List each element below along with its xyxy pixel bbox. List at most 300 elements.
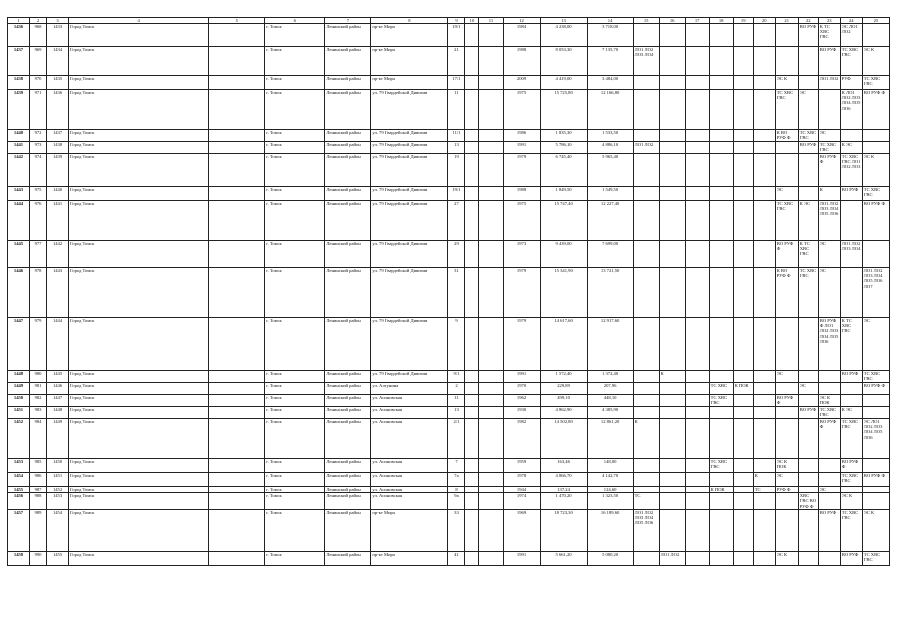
table-cell bbox=[709, 551, 733, 565]
table-cell: ул. Асиновская bbox=[371, 395, 448, 407]
table-cell: Ленинский район bbox=[325, 407, 371, 419]
table-cell bbox=[479, 473, 503, 487]
column-header: 24 bbox=[840, 18, 862, 24]
column-header: 2 bbox=[30, 18, 47, 24]
table-cell: ЭС ЛО1 ЛО2 bbox=[840, 24, 862, 47]
table-cell bbox=[798, 47, 818, 76]
table-cell: К bbox=[753, 473, 775, 487]
table-cell: Город Томск bbox=[69, 395, 209, 407]
table-cell: 984 bbox=[30, 419, 47, 459]
table-cell: 1979 bbox=[503, 318, 540, 371]
table-cell bbox=[633, 473, 659, 487]
table-cell: г. Томск bbox=[265, 142, 325, 154]
table-cell bbox=[733, 241, 753, 268]
table-cell: ЭС К bbox=[840, 493, 862, 510]
table-cell: 1986 bbox=[503, 130, 540, 142]
table-cell: 12 166,80 bbox=[587, 90, 633, 130]
table-cell: ул. 79 Гвардейской Дивизии bbox=[371, 90, 448, 130]
table-cell: 31 bbox=[448, 268, 465, 318]
table-cell bbox=[753, 268, 775, 318]
table-cell: ул. Асиновская bbox=[371, 493, 448, 510]
column-header: 6 bbox=[265, 18, 325, 24]
table-cell: г. Томск bbox=[265, 551, 325, 565]
table-cell: К ЛО1 ЛО2 ЛО3 ЛО4 ЛО5 ЛО6 bbox=[840, 90, 862, 130]
table-cell bbox=[862, 407, 889, 419]
table-cell bbox=[862, 241, 889, 268]
table-cell bbox=[753, 395, 775, 407]
table-cell: Город Томск bbox=[69, 371, 209, 383]
table-cell: ул. 79 Гвардейской Дивизии bbox=[371, 130, 448, 142]
table-cell: 1 849,50 bbox=[540, 187, 587, 201]
table-cell: 1447 bbox=[8, 318, 30, 371]
table-cell bbox=[479, 76, 503, 90]
table-cell: 15 747,40 bbox=[540, 201, 587, 241]
table-cell: 1975 bbox=[503, 201, 540, 241]
table-cell bbox=[633, 459, 659, 473]
table-cell: 1969 bbox=[503, 509, 540, 551]
table-cell: г. Томск bbox=[265, 383, 325, 395]
table-cell: ВО РУФ bbox=[840, 187, 862, 201]
table-cell bbox=[209, 395, 265, 407]
table-cell: Город Томск bbox=[69, 154, 209, 187]
table-cell: ТС ХВС ГВС bbox=[862, 76, 889, 90]
table-cell: 985 bbox=[30, 459, 47, 473]
table-cell bbox=[775, 407, 798, 419]
table-cell: 1 470,20 bbox=[540, 493, 587, 510]
table-cell: Город Томск bbox=[69, 509, 209, 551]
table-cell bbox=[479, 509, 503, 551]
table-cell: 17/1 bbox=[448, 76, 465, 90]
table-cell bbox=[465, 142, 479, 154]
table-cell: ЭС bbox=[775, 473, 798, 487]
table-cell bbox=[709, 154, 733, 187]
table-cell: 977 bbox=[30, 241, 47, 268]
table-cell bbox=[709, 130, 733, 142]
table-row bbox=[8, 473, 890, 487]
table-cell bbox=[465, 395, 479, 407]
table-cell bbox=[479, 130, 503, 142]
table-cell bbox=[479, 551, 503, 565]
table-cell: 5 965,40 bbox=[587, 154, 633, 187]
table-row bbox=[8, 419, 890, 459]
table-cell: 989 bbox=[30, 509, 47, 551]
table-cell bbox=[659, 241, 685, 268]
table-cell bbox=[479, 187, 503, 201]
table-cell: 5 786,10 bbox=[540, 142, 587, 154]
table-cell: 1440 bbox=[47, 187, 69, 201]
table-cell bbox=[818, 473, 840, 487]
table-cell: 1979 bbox=[503, 268, 540, 318]
table-cell bbox=[685, 459, 709, 473]
table-cell: пр-кт Мира bbox=[371, 76, 448, 90]
column-header: 7 bbox=[325, 18, 371, 24]
table-cell bbox=[709, 493, 733, 510]
table-cell bbox=[209, 76, 265, 90]
table-cell: г. Томск bbox=[265, 487, 325, 493]
table-cell: ул. 79 Гвардейской Дивизии bbox=[371, 268, 448, 318]
table-cell: 1438 bbox=[8, 76, 30, 90]
table-cell: г. Томск bbox=[265, 407, 325, 419]
table-row bbox=[8, 371, 890, 383]
table-cell: 1442 bbox=[8, 154, 30, 187]
table-cell: 982 bbox=[30, 395, 47, 407]
table-cell: ТС ХВС ГВС bbox=[798, 130, 818, 142]
table-cell bbox=[733, 201, 753, 241]
table-cell: 1984 bbox=[503, 24, 540, 47]
table-cell bbox=[775, 154, 798, 187]
table-cell bbox=[753, 24, 775, 47]
table-cell bbox=[479, 142, 503, 154]
table-cell bbox=[479, 419, 503, 459]
table-cell bbox=[659, 509, 685, 551]
table-cell: 1450 bbox=[47, 459, 69, 473]
table-cell: 1453 bbox=[8, 459, 30, 473]
table-cell bbox=[479, 241, 503, 268]
table-cell bbox=[818, 459, 840, 473]
table-cell: 1 323,50 bbox=[587, 493, 633, 510]
table-cell bbox=[465, 551, 479, 565]
table-cell bbox=[209, 383, 265, 395]
table-cell: 11/1 bbox=[448, 130, 465, 142]
table-cell: 979 bbox=[30, 318, 47, 371]
table-cell bbox=[659, 187, 685, 201]
table-cell: Ленинский район bbox=[325, 318, 371, 371]
table-cell: Город Томск bbox=[69, 493, 209, 510]
table-cell: 14 617,60 bbox=[540, 318, 587, 371]
table-cell: 978 bbox=[30, 268, 47, 318]
table-cell bbox=[798, 371, 818, 383]
table-cell: ЭС К bbox=[862, 509, 889, 551]
table-cell: К ЭС bbox=[840, 407, 862, 419]
table-cell: 1991 bbox=[503, 551, 540, 565]
table-cell: РУФ bbox=[840, 76, 862, 90]
table-cell bbox=[479, 493, 503, 510]
table-cell: ЛО1 ЛО2 bbox=[633, 142, 659, 154]
table-cell: Город Томск bbox=[69, 47, 209, 76]
table-cell bbox=[733, 419, 753, 459]
table-cell bbox=[840, 130, 862, 142]
table-cell: 9 439,00 bbox=[540, 241, 587, 268]
table-cell bbox=[465, 187, 479, 201]
table-cell bbox=[465, 459, 479, 473]
table-cell bbox=[798, 459, 818, 473]
table-cell bbox=[209, 268, 265, 318]
table-cell: ЭС К bbox=[862, 154, 889, 187]
table-cell bbox=[685, 187, 709, 201]
table-cell bbox=[798, 318, 818, 371]
table-cell: 1433 bbox=[47, 24, 69, 47]
table-cell: К ПОК bbox=[709, 487, 733, 493]
table-cell: 499,10 bbox=[540, 395, 587, 407]
table-cell: 137,24 bbox=[540, 487, 587, 493]
table-cell bbox=[659, 76, 685, 90]
table-cell: ТС bbox=[753, 487, 775, 493]
table-cell: 990 bbox=[30, 551, 47, 565]
table-cell bbox=[685, 318, 709, 371]
table-cell: 229,89 bbox=[540, 383, 587, 395]
table-row bbox=[8, 90, 890, 130]
table-cell: г. Томск bbox=[265, 419, 325, 459]
table-cell bbox=[709, 47, 733, 76]
table-cell: ЭС ЛО1 ЛО2 ЛО3 ЛО4 ЛО5 ЛО6 bbox=[862, 419, 889, 459]
table-cell: 980 bbox=[30, 371, 47, 383]
table-cell: К bbox=[659, 371, 685, 383]
table-cell bbox=[209, 201, 265, 241]
table-cell bbox=[465, 47, 479, 76]
table-cell: ТС ХВС ГВС bbox=[775, 90, 798, 130]
table-cell: 7 bbox=[448, 459, 465, 473]
table-cell bbox=[798, 551, 818, 565]
table-cell bbox=[659, 318, 685, 371]
table-cell bbox=[775, 318, 798, 371]
table-cell bbox=[798, 154, 818, 187]
table-cell: г. Томск bbox=[265, 493, 325, 510]
table-cell bbox=[753, 383, 775, 395]
table-cell: 124,60 bbox=[587, 487, 633, 493]
table-cell: ул. Асиновская bbox=[371, 487, 448, 493]
table-cell: 1437 bbox=[47, 130, 69, 142]
table-row bbox=[8, 24, 890, 47]
table-cell: 1457 bbox=[8, 509, 30, 551]
table-cell: 7 699,00 bbox=[587, 241, 633, 268]
table-cell: Ленинский район bbox=[325, 130, 371, 142]
table-cell: 973 bbox=[30, 142, 47, 154]
table-cell bbox=[709, 318, 733, 371]
table-cell: 1456 bbox=[8, 493, 30, 510]
table-cell: ТС ХВС ГВС bbox=[818, 142, 840, 154]
table-cell: ТС ХВС ГВС bbox=[840, 509, 862, 551]
table-cell: ул. 79 Гвардейской Дивизии bbox=[371, 201, 448, 241]
table-cell: 21 bbox=[448, 47, 465, 76]
table-cell bbox=[633, 154, 659, 187]
table-cell bbox=[465, 90, 479, 130]
table-cell bbox=[798, 509, 818, 551]
table-cell: ЭС bbox=[818, 487, 840, 493]
table-cell bbox=[465, 407, 479, 419]
table-cell: ЭС bbox=[798, 383, 818, 395]
table-cell bbox=[209, 407, 265, 419]
table-cell: Ленинский район bbox=[325, 473, 371, 487]
table-cell: 1455 bbox=[47, 551, 69, 565]
table-cell: ВО РУФ bbox=[840, 371, 862, 383]
table-cell: 33 bbox=[448, 509, 465, 551]
table-cell: 6 745,40 bbox=[540, 154, 587, 187]
table-cell bbox=[775, 24, 798, 47]
table-cell: 7 135,70 bbox=[587, 47, 633, 76]
table-cell: 4 862,90 bbox=[540, 407, 587, 419]
table-cell: Город Томск bbox=[69, 142, 209, 154]
table-cell: пр-кт Мира bbox=[371, 509, 448, 551]
column-header: 16 bbox=[659, 18, 685, 24]
column-header: 5 bbox=[209, 18, 265, 24]
table-cell: 986 bbox=[30, 473, 47, 487]
table-cell bbox=[479, 90, 503, 130]
table-cell: г. Томск bbox=[265, 371, 325, 383]
table-cell: Город Томск bbox=[69, 201, 209, 241]
table-cell bbox=[659, 142, 685, 154]
table-cell bbox=[775, 509, 798, 551]
table-cell: 1446 bbox=[8, 268, 30, 318]
table-cell bbox=[733, 24, 753, 47]
table-cell: 976 bbox=[30, 201, 47, 241]
column-header: 15 bbox=[633, 18, 659, 24]
table-cell bbox=[685, 142, 709, 154]
table-cell bbox=[633, 201, 659, 241]
table-cell: 3 718,00 bbox=[587, 24, 633, 47]
table-cell bbox=[685, 473, 709, 487]
column-header: 3 bbox=[47, 18, 69, 24]
table-cell: ЛО1 ЛО2 ЛО3 ЛО4 ЛО5 ЛО6 ЛО7 bbox=[862, 268, 889, 318]
table-cell bbox=[775, 419, 798, 459]
table-cell bbox=[685, 154, 709, 187]
table-cell: пр-кт Мира bbox=[371, 24, 448, 47]
table-cell: 1445 bbox=[47, 371, 69, 383]
table-cell: ЛО1 ЛО2 ЛО3 ЛО4 bbox=[840, 241, 862, 268]
table-cell: 1973 bbox=[503, 241, 540, 268]
table-cell bbox=[659, 130, 685, 142]
table-cell bbox=[479, 154, 503, 187]
table-cell: ВО РУФ Ф bbox=[862, 201, 889, 241]
table-cell: 1454 bbox=[8, 473, 30, 487]
table-cell bbox=[209, 24, 265, 47]
table-cell bbox=[685, 76, 709, 90]
table-row bbox=[8, 509, 890, 551]
table-cell bbox=[840, 268, 862, 318]
table-cell bbox=[685, 371, 709, 383]
table-cell: ТС ХВС ГВС ЛО1 ЛО2 ЛО3 bbox=[840, 154, 862, 187]
table-row bbox=[8, 241, 890, 268]
table-cell bbox=[659, 395, 685, 407]
table-cell: 1440 bbox=[8, 130, 30, 142]
table-cell: 148,00 bbox=[587, 459, 633, 473]
table-cell: 1449 bbox=[8, 383, 30, 395]
table-cell bbox=[479, 383, 503, 395]
table-cell: Город Томск bbox=[69, 76, 209, 90]
table-cell: ВО РУФ bbox=[798, 24, 818, 47]
table-row bbox=[8, 154, 890, 187]
table-cell bbox=[733, 142, 753, 154]
table-cell: Ленинский район bbox=[325, 419, 371, 459]
table-cell: 1982 bbox=[503, 419, 540, 459]
table-cell: ЭС К ПОК bbox=[818, 395, 840, 407]
table-cell: ЛО1 ЛО2 ЛО3 ЛО4 ЛО5 ЛО6 bbox=[633, 509, 659, 551]
table-cell: г. Томск bbox=[265, 187, 325, 201]
table-cell bbox=[209, 241, 265, 268]
table-row bbox=[8, 493, 890, 510]
table-cell bbox=[659, 473, 685, 487]
table-cell: 2/1 bbox=[448, 419, 465, 459]
table-cell bbox=[733, 473, 753, 487]
table-cell bbox=[465, 201, 479, 241]
table-cell bbox=[479, 318, 503, 371]
table-cell: 1 533,50 bbox=[587, 130, 633, 142]
table-cell bbox=[685, 24, 709, 47]
table-cell: 4 866,70 bbox=[540, 473, 587, 487]
table-cell bbox=[479, 371, 503, 383]
table-cell: 2009 bbox=[503, 76, 540, 90]
table-cell: ул. Асиновская bbox=[371, 459, 448, 473]
table-cell: 975 bbox=[30, 187, 47, 201]
table-cell: Ленинский район bbox=[325, 459, 371, 473]
table-cell bbox=[465, 24, 479, 47]
table-cell bbox=[775, 47, 798, 76]
table-cell bbox=[209, 509, 265, 551]
table-cell: 29 bbox=[448, 241, 465, 268]
table-row bbox=[8, 395, 890, 407]
table-cell: Ленинский район bbox=[325, 371, 371, 383]
table-cell bbox=[209, 187, 265, 201]
table-cell bbox=[465, 130, 479, 142]
register-table bbox=[7, 17, 890, 566]
table-cell: К ТС ХВС ГВС bbox=[798, 241, 818, 268]
column-header: 25 bbox=[862, 18, 889, 24]
table-cell bbox=[733, 459, 753, 473]
table-cell bbox=[685, 419, 709, 459]
table-cell: 1991 bbox=[503, 142, 540, 154]
table-cell bbox=[753, 142, 775, 154]
table-cell: 1448 bbox=[8, 371, 30, 383]
table-cell: 13 bbox=[448, 142, 465, 154]
column-header: 18 bbox=[709, 18, 733, 24]
table-cell bbox=[733, 90, 753, 130]
table-cell: 1436 bbox=[8, 24, 30, 47]
table-cell: 16 189,60 bbox=[587, 509, 633, 551]
table-cell: 9а bbox=[448, 493, 465, 510]
column-header: 23 bbox=[818, 18, 840, 24]
table-cell: Город Томск bbox=[69, 130, 209, 142]
table-cell: 1451 bbox=[8, 407, 30, 419]
table-cell bbox=[709, 473, 733, 487]
table-cell bbox=[633, 90, 659, 130]
table-cell: ТС ХВС ГВС bbox=[840, 473, 862, 487]
table-cell: ВО РУФ Ф ЛО1 ЛО2 ЛО3 ЛО4 ЛО5 ЛО6 bbox=[818, 318, 840, 371]
table-cell bbox=[209, 90, 265, 130]
table-cell bbox=[753, 241, 775, 268]
table-cell: ВО РУФ Ф bbox=[862, 473, 889, 487]
table-cell bbox=[465, 318, 479, 371]
table-cell bbox=[633, 371, 659, 383]
table-cell bbox=[659, 493, 685, 510]
table-cell: 988 bbox=[30, 493, 47, 510]
table-cell: Ленинский район bbox=[325, 383, 371, 395]
table-row bbox=[8, 76, 890, 90]
table-cell bbox=[465, 509, 479, 551]
table-row bbox=[8, 318, 890, 371]
table-cell: 12 861,20 bbox=[587, 419, 633, 459]
table-cell bbox=[798, 187, 818, 201]
table-cell: пр-кт Мира bbox=[371, 47, 448, 76]
column-header: 10 bbox=[465, 18, 479, 24]
table-cell: Город Томск bbox=[69, 419, 209, 459]
table-cell: 1944 bbox=[503, 487, 540, 493]
table-cell: К ЭС bbox=[798, 201, 818, 241]
table-cell: ЭС К ПОК bbox=[775, 459, 798, 473]
table-cell: г. Томск bbox=[265, 318, 325, 371]
table-cell: К ВО РУФ Ф bbox=[775, 268, 798, 318]
table-cell bbox=[209, 142, 265, 154]
table-cell: ЭС bbox=[775, 371, 798, 383]
table-cell bbox=[733, 76, 753, 90]
column-header: 4 bbox=[69, 18, 209, 24]
table-cell: ТС ХВС ГВС bbox=[818, 407, 840, 419]
table-cell bbox=[209, 473, 265, 487]
table-cell: 8 bbox=[448, 487, 465, 493]
table-cell: 448,10 bbox=[587, 395, 633, 407]
table-cell: 1441 bbox=[47, 201, 69, 241]
table-cell bbox=[479, 395, 503, 407]
table-cell bbox=[753, 551, 775, 565]
table-cell bbox=[659, 407, 685, 419]
